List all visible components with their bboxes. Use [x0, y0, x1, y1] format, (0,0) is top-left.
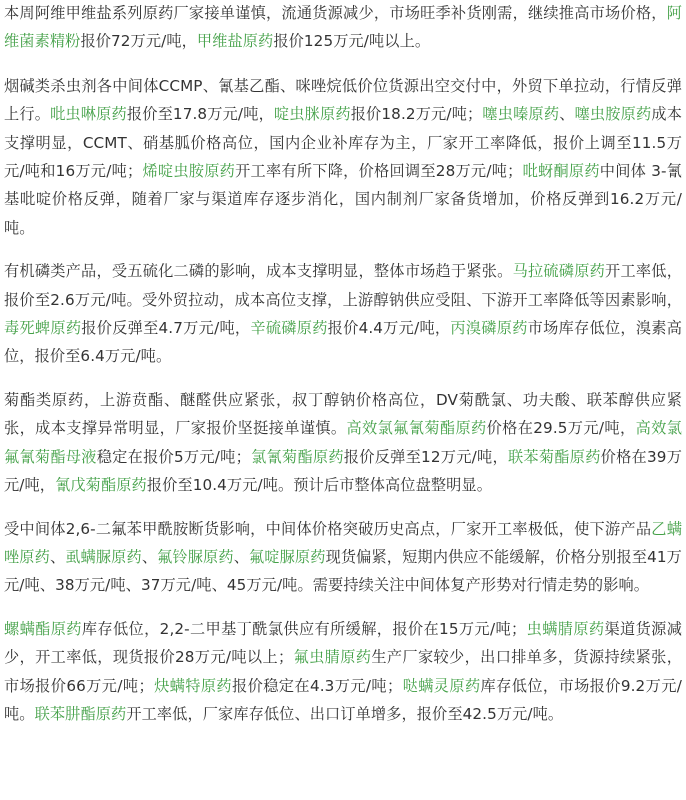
product-name-highlight: 螺螨酯原药	[4, 619, 82, 638]
paragraph-text: 库存低位，2,2-二甲基丁酰氯供应有所缓解，报价在15万元/吨；	[81, 619, 527, 638]
paragraph-text: 本周阿维甲维盐系列原药厂家接单谨慎，流通货源减少，市场旺季补货刚需，继续推高市场价格，	[4, 4, 667, 22]
product-name-highlight: 氟虫腈原药	[293, 648, 372, 667]
product-name-highlight: 甲维盐原药	[196, 32, 274, 51]
product-name-highlight: 乙螨唑原药	[4, 519, 682, 566]
product-name-highlight: 吡虫啉原药	[50, 105, 127, 124]
product-name-highlight: 高效氯氟氰菊酯原药	[346, 419, 487, 438]
paragraph-4	[4, 386, 682, 500]
product-name-highlight: 氰戊菊酯原药	[55, 476, 147, 495]
product-name-highlight: 噻虫胺原药	[574, 105, 652, 124]
paragraph-text: 报价4.4万元/吨，	[327, 319, 451, 338]
product-name-highlight: 吡蚜酮原药	[522, 162, 600, 181]
product-name-highlight: 氟啶脲原药	[249, 547, 326, 566]
paragraph-text: 报价反弹至12万元/吨，	[343, 447, 508, 466]
paragraph-text: 报价18.2万元/吨；	[350, 105, 483, 124]
paragraph-text: 有机磷类产品，受五硫化二磷的影响，成本支撑明显，整体市场趋于紧张。	[4, 262, 513, 281]
product-name-highlight: 啶虫脒原药	[273, 105, 351, 124]
paragraph-text: 开工率低，厂家库存低位、出口订单增多，报价至42.5万元/吨。	[126, 704, 564, 723]
paragraph-text: 现货偏紧，短期内供应不能缓解，价格分别报至41万元/吨、38万元/吨、37万元/吨、45万元/吨。需要持续关注中间体复产形势对行情走势的影响。	[4, 547, 682, 595]
paragraph-text: 价格在29.5万元/吨，	[486, 419, 636, 438]
paragraph-text: 报价反弹至4.7万元/吨，	[81, 319, 251, 338]
product-name-highlight: 氯氰菊酯原药	[250, 447, 344, 466]
paragraph-text: 、	[559, 105, 575, 124]
paragraph-text: 生产厂家较少，出口排单多，货源持续紧张，市场报价66万元/吨；	[4, 648, 682, 695]
paragraph-text: 受中间体2,6-二氟苯甲酰胺断货影响，中间体价格突破历史高点，厂家开工率极低，使下游产品	[4, 519, 652, 538]
paragraph-text: 、	[141, 547, 158, 566]
product-name-highlight: 哒螨灵原药	[402, 676, 481, 695]
product-name-highlight: 马拉硫磷原药	[512, 262, 606, 281]
product-name-highlight: 辛硫磷原药	[250, 319, 328, 338]
paragraph-5	[4, 515, 682, 600]
product-name-highlight: 联苯肼酯原药	[34, 704, 127, 723]
paragraph-text: 价格在39万元/吨，	[4, 447, 682, 495]
product-name-highlight: 噻虫嗪原药	[482, 105, 560, 124]
paragraph-text: 菊酯类原药，上游贲酯、醚醛供应紧张，叔丁醇钠价格高位，DV菊酰氯、功夫酸、联苯醇供应紧张，成本支撑异常明显，厂家报价坚挺接单谨慎。	[4, 390, 682, 438]
paragraph-text: 开工率有所下降，价格回调至28万元/吨；	[235, 162, 523, 181]
product-name-highlight: 氟铃脲原药	[157, 547, 234, 566]
paragraph-text: 渠道货源减少，开工率低，现货报价28万元/吨以上；	[4, 619, 683, 667]
paragraph-6	[4, 615, 682, 729]
product-name-highlight: 烯啶虫胺原药	[142, 162, 236, 181]
paragraph-text: 烟碱类杀虫剂各中间体CCMP、氰基乙酯、咪唑烷低价位货源出空交付中，外贸下单拉动，行情反弹上行。	[4, 76, 682, 124]
paragraph-1	[4, 0, 682, 56]
product-name-highlight: 联苯菊酯原药	[507, 447, 601, 466]
paragraph-text: 报价125万元/吨以上。	[273, 32, 431, 51]
product-name-highlight: 炔螨特原药	[153, 676, 233, 695]
product-name-highlight: 虱螨脲原药	[65, 547, 142, 566]
paragraph-text: 报价至17.8万元/吨，	[126, 105, 274, 124]
paragraph-text: 稳定在报价5万元/吨；	[96, 447, 251, 466]
paragraph-text: 、	[233, 547, 249, 566]
paragraph-text: 、	[49, 547, 66, 566]
paragraph-text: 开工率低，报价至2.6万元/吨。受外贸拉动，成本高位支撑，上游醇钠供应受阻、下游开工率降低等因素影响，	[4, 262, 682, 309]
paragraph-text: 报价稳定在4.3万元/吨；	[232, 676, 403, 695]
product-name-highlight: 毒死蜱原药	[4, 319, 82, 338]
paragraph-text: 成本支撑明显，CCMT、硝基胍价格高位，国内企业补库存为主，厂家开工率降低，报价上调至11.5万元/吨和16万元/吨；	[4, 105, 682, 181]
product-name-highlight: 高效氯氟氰菊酯母液	[4, 419, 682, 466]
paragraph-text: 库存低位，市场报价9.2万元/吨。	[4, 676, 682, 723]
product-name-highlight: 虫螨腈原药	[526, 619, 605, 638]
paragraph-3	[4, 257, 682, 371]
product-name-highlight: 阿维菌素精粉	[4, 4, 682, 51]
paragraph-text: 报价72万元/吨，	[80, 32, 197, 51]
product-name-highlight: 丙溴磷原药	[450, 319, 528, 338]
paragraph-2	[4, 72, 682, 242]
paragraph-text: 市场库存低位，溴素高位，报价至6.4万元/吨。	[4, 319, 683, 366]
paragraph-text: 报价至10.4万元/吨。预计后市整体高位盘整明显。	[146, 476, 493, 495]
paragraph-text: 中间体 3-氰基吡啶价格反弹，随着厂家与渠道库存逐步消化，国内制剂厂家备货增加，价格反弹到16.2万元/吨。	[4, 162, 682, 237]
